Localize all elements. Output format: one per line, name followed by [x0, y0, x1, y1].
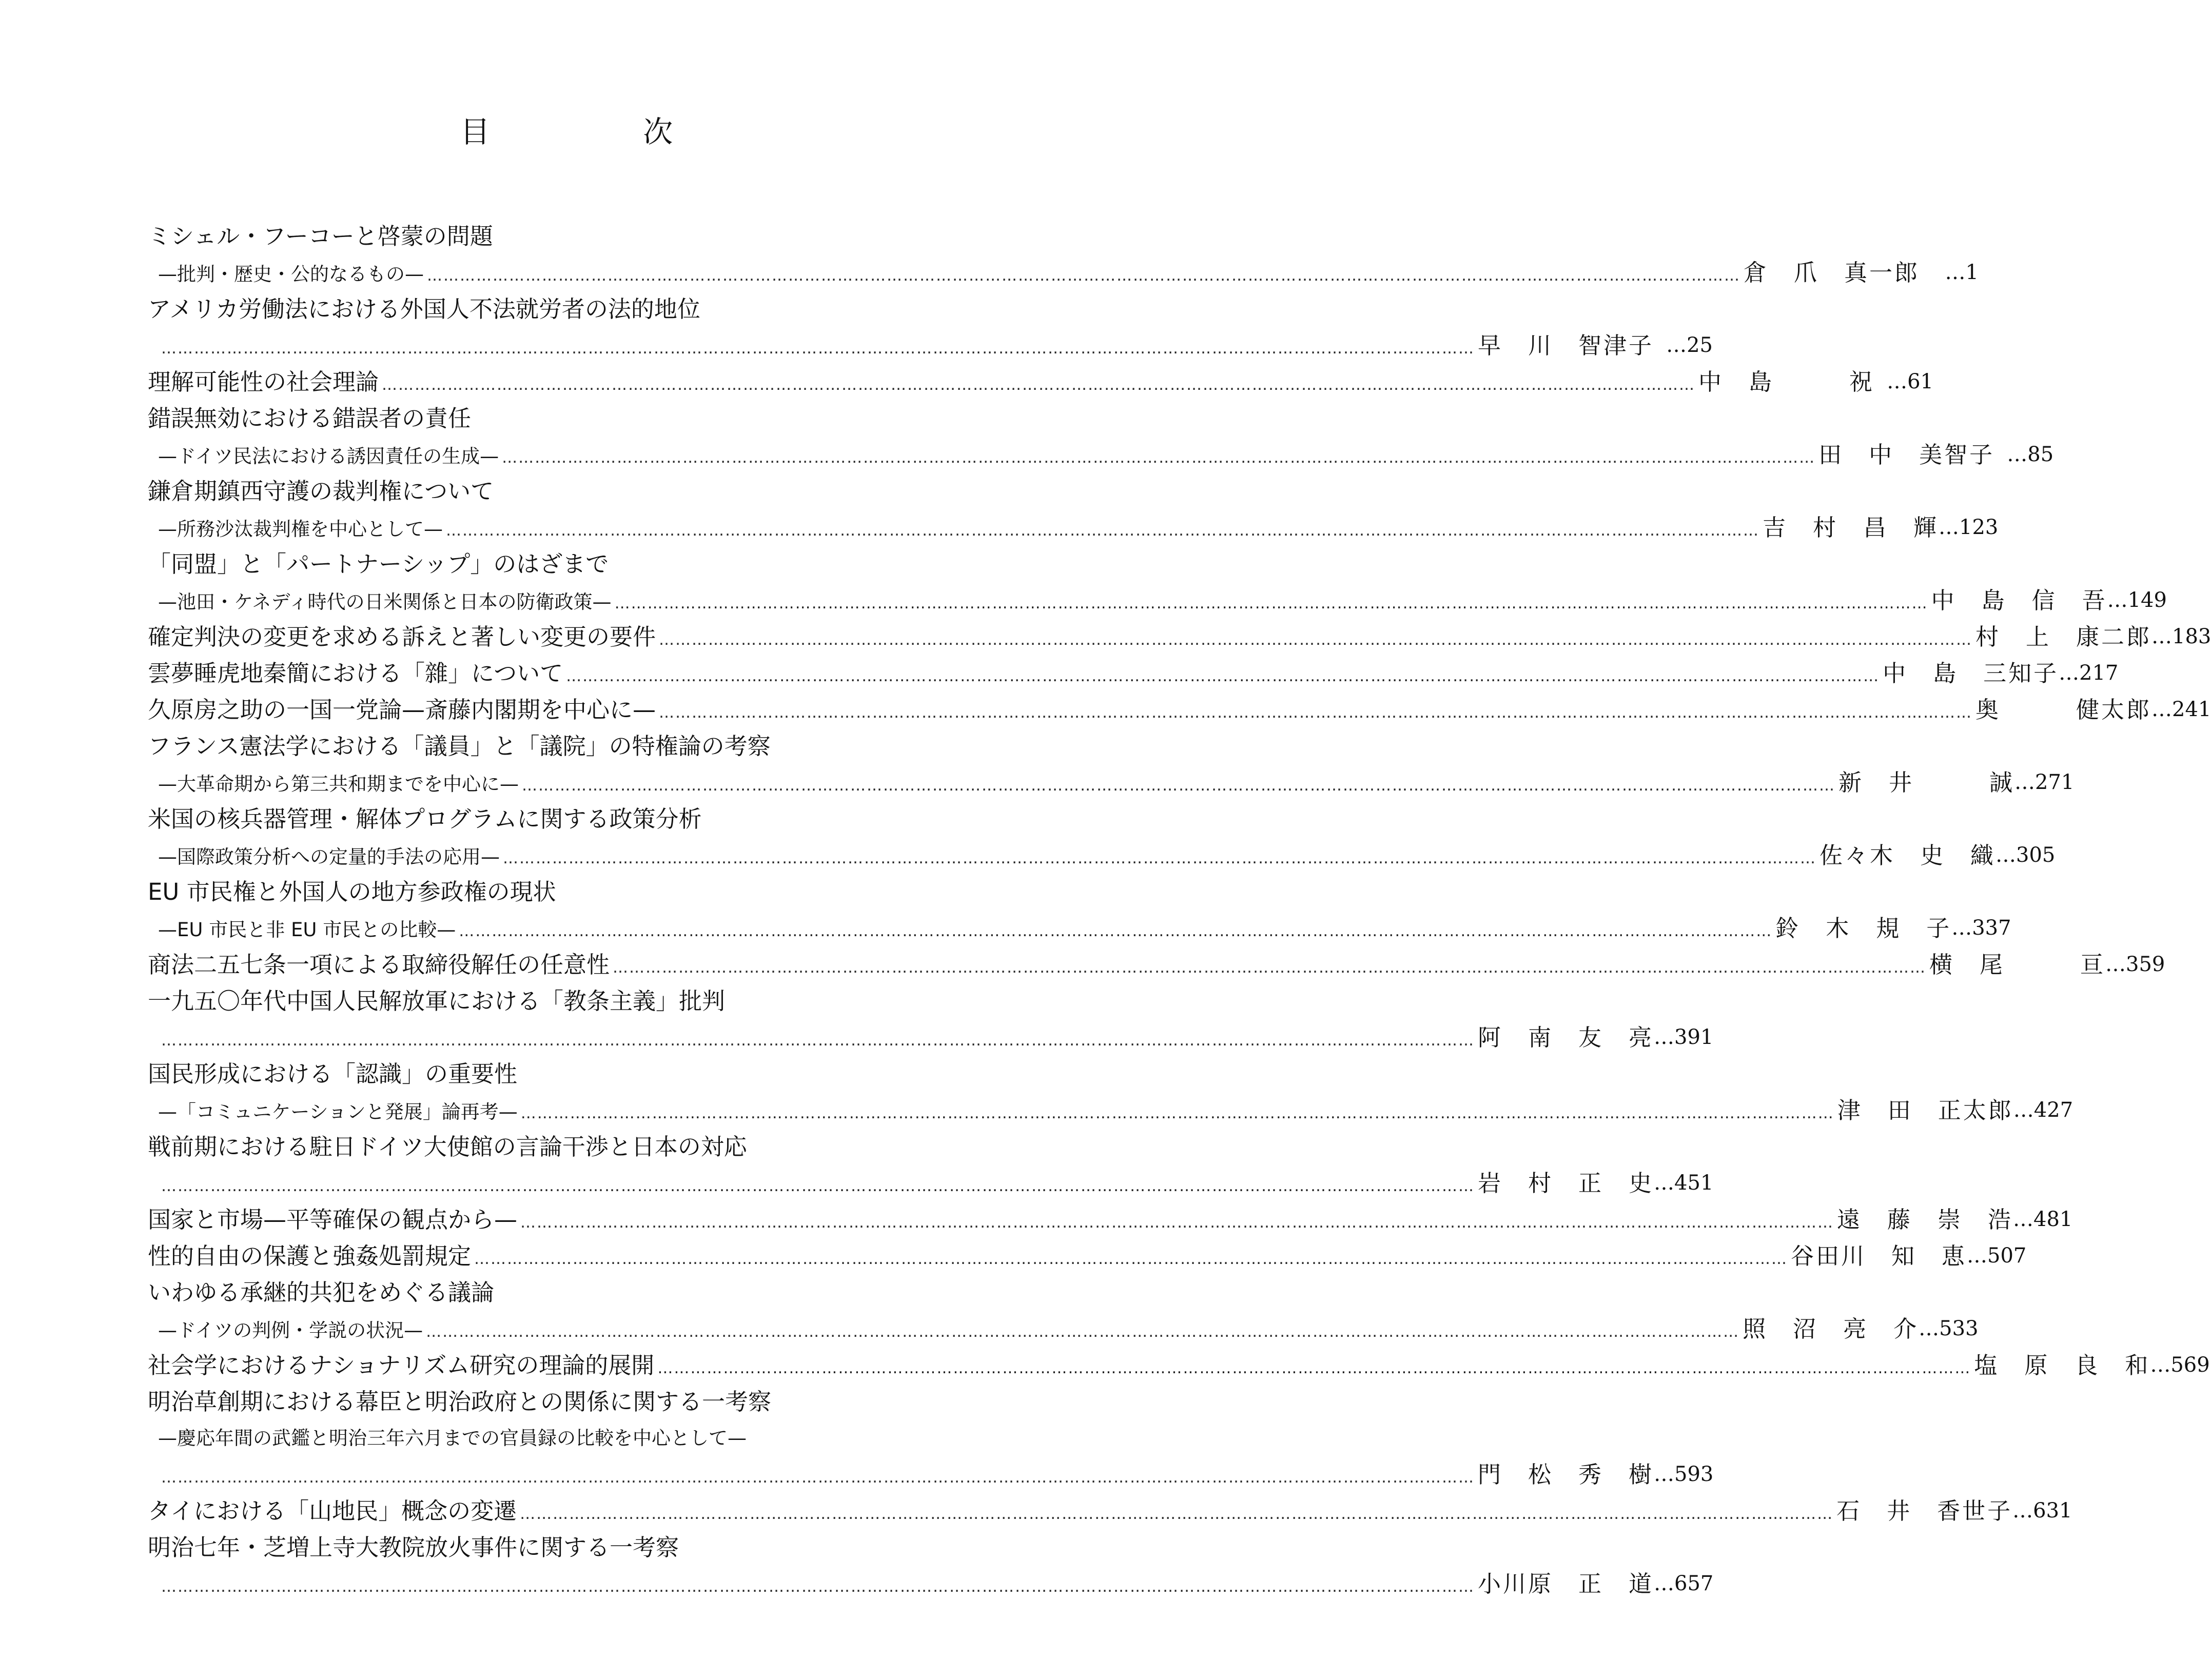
- entry-title: EU 市民権と外国人の地方参政権の現状: [148, 878, 556, 905]
- leader-dots: ……………………………………………………………………………………………………………………………………………………………………………………………………………………: [520, 1505, 1834, 1523]
- entry-author: 村 上 康二郎: [1975, 623, 2152, 650]
- entry-subtitle: —ドイツ民法における誘因責任の生成—: [158, 445, 499, 467]
- entry-page-number: …61: [1887, 370, 1934, 393]
- entry-page-number: …271: [2014, 770, 2075, 794]
- entry-title: 明治草創期における幕臣と明治政府との関係に関する一考察: [148, 1388, 772, 1415]
- leader-dots: ……………………………………………………………………………………………………………………………………………………………………………………………………………………: [520, 1104, 1834, 1122]
- entry-author-block: [1478, 327, 1713, 364]
- entry-author: 中 島 祝: [1698, 368, 1875, 396]
- entry-author-block: [1883, 655, 2118, 691]
- entry-title: 錯誤無効における錯誤者の責任: [148, 405, 472, 432]
- entry-author: 田 中 美智子: [1818, 441, 1995, 468]
- entry-author-block: [1975, 691, 2210, 728]
- entry-author: 門 松 秀 樹: [1478, 1461, 1654, 1488]
- entry-page-number: …183: [2151, 625, 2211, 648]
- leader-dots: ……………………………………………………………………………………………………………………………………………………………………………………………………………………: [426, 1323, 1740, 1341]
- entry-page-number: …451: [1654, 1171, 1714, 1195]
- entry-title: 理解可能性の社会理論: [148, 368, 379, 396]
- entry-author-block: [1743, 1311, 1978, 1347]
- toc-entry[interactable]: [148, 1201, 2073, 1238]
- entry-subtitle: —大革命期から第三共和期までを中心に—: [158, 773, 519, 795]
- toc-entry[interactable]: [148, 946, 2165, 983]
- table-of-contents: [148, 218, 2211, 1602]
- entry-author: 石 井 香世子: [1836, 1497, 2013, 1525]
- leader-dots: ……………………………………………………………………………………………………………………………………………………………………………………………………………………: [659, 704, 1973, 722]
- entry-title: 国家と市場—平等確保の観点から—: [148, 1206, 518, 1233]
- entry-page-number: …337: [1951, 916, 2011, 940]
- entry-page-number: …149: [2107, 588, 2167, 612]
- entry-title: 米国の核兵器管理・解体プログラムに関する政策分析: [148, 805, 702, 833]
- leader-dots: ……………………………………………………………………………………………………………………………………………………………………………………………………………………: [161, 1469, 1475, 1487]
- entry-author-block: [1744, 254, 1979, 291]
- entry-subtitle: —EU 市民と非 EU 市民との比較—: [158, 919, 456, 941]
- entry-page-number: …593: [1654, 1462, 1714, 1486]
- entry-author: 谷田川 知 恵: [1791, 1242, 1967, 1270]
- entry-author-block: [1837, 1092, 2072, 1129]
- entry-author: 津 田 正太郎: [1837, 1097, 2013, 1124]
- entry-subtitle: —ドイツの判例・学説の状況—: [158, 1319, 423, 1341]
- entry-author: 倉 爪 真一郎: [1744, 259, 1920, 286]
- toc-entry[interactable]: [148, 1347, 2210, 1383]
- entry-author-block: [1836, 1493, 2071, 1529]
- toc-entry[interactable]: [148, 1274, 1979, 1347]
- leader-dots: ……………………………………………………………………………………………………………………………………………………………………………………………………………………: [522, 777, 1835, 795]
- leader-dots: ……………………………………………………………………………………………………………………………………………………………………………………………………………………: [657, 1359, 1971, 1377]
- entry-author-block: [1791, 1238, 2026, 1274]
- leader-dots: ……………………………………………………………………………………………………………………………………………………………………………………………………………………: [502, 449, 1816, 467]
- entry-author-block: [1775, 910, 2010, 946]
- leader-dots: ……………………………………………………………………………………………………………………………………………………………………………………………………………………: [613, 959, 1927, 977]
- entry-author: 中 島 三知子: [1883, 660, 2059, 687]
- entry-title: 鎌倉期鎮西守護の裁判権について: [148, 478, 494, 505]
- entry-subtitle: —批判・歴史・公的なるもの—: [158, 263, 424, 285]
- entry-author: 中 島 信 吾: [1931, 587, 2107, 614]
- entry-page-number: …533: [1919, 1317, 1979, 1340]
- entry-author-block: [1478, 1165, 1713, 1201]
- entry-page-number: …507: [1967, 1244, 2027, 1268]
- leader-dots: ……………………………………………………………………………………………………………………………………………………………………………………………………………………: [459, 922, 1773, 940]
- entry-subtitle: —池田・ケネディ時代の日米関係と日本の防衛政策—: [158, 591, 612, 613]
- toc-entry[interactable]: [148, 655, 2119, 691]
- entry-title: アメリカ労働法における外国人不法就労者の法的地位: [148, 295, 700, 323]
- entry-subtitle: —国際政策分析への定量的手法の応用—: [158, 846, 500, 868]
- entry-subtitle: —慶応年間の武鑑と明治三年六月までの官員録の比較を中心として—: [158, 1427, 747, 1449]
- entry-title: 「同盟」と「パートナーシップ」のはざまで: [148, 550, 609, 578]
- entry-subtitle: —「コミュニケーションと発展」論再考—: [158, 1101, 518, 1123]
- entry-page-number: …305: [1995, 843, 2056, 867]
- entry-title: 国民形成における「認識」の重要性: [148, 1060, 518, 1088]
- entry-author: 遠 藤 崇 浩: [1837, 1206, 2013, 1233]
- entry-author-block: [1478, 1456, 1713, 1493]
- entry-author-block: [1837, 1201, 2072, 1238]
- toc-entry[interactable]: [148, 218, 1979, 291]
- entry-page-number: …217: [2059, 661, 2119, 685]
- leader-dots: ……………………………………………………………………………………………………………………………………………………………………………………………………………………: [503, 849, 1816, 867]
- entry-author: 小川原 正 道: [1478, 1570, 1654, 1597]
- entry-title: 確定判決の変更を求める訴えと著しい変更の要件: [148, 623, 656, 650]
- toc-entry[interactable]: [148, 691, 2211, 728]
- entry-author: 佐々木 史 織: [1819, 842, 1996, 869]
- toc-entry[interactable]: [148, 619, 2211, 655]
- entry-author-block: [1974, 1347, 2209, 1383]
- leader-dots: ……………………………………………………………………………………………………………………………………………………………………………………………………………………: [474, 1250, 1788, 1268]
- toc-entry[interactable]: [148, 400, 2054, 473]
- entry-author: 鈴 木 規 子: [1775, 915, 1952, 942]
- toc-entry[interactable]: [148, 1238, 2027, 1274]
- entry-title: いわゆる承継的共犯をめぐる議論: [148, 1279, 495, 1306]
- entry-subtitle: —所務沙汰裁判権を中心として—: [158, 518, 443, 540]
- entry-author-block: [1819, 837, 2055, 874]
- entry-author: 岩 村 正 史: [1478, 1170, 1654, 1197]
- entry-author: 奥 健太郎: [1975, 696, 2152, 723]
- toc-entry[interactable]: [148, 546, 2167, 619]
- toc-entry[interactable]: [148, 874, 2011, 946]
- leader-dots: ……………………………………………………………………………………………………………………………………………………………………………………………………………………: [659, 631, 1973, 649]
- toc-entry[interactable]: [148, 473, 1999, 546]
- entry-page-number: …25: [1666, 333, 1713, 357]
- entry-title: ミシェル・フーコーと啓蒙の問題: [148, 223, 493, 250]
- entry-page-number: …427: [2013, 1098, 2073, 1122]
- entry-author-block: [1931, 582, 2166, 619]
- entry-author-block: [1975, 619, 2210, 655]
- toc-entry[interactable]: [148, 291, 1713, 364]
- leader-dots: ……………………………………………………………………………………………………………………………………………………………………………………………………………………: [427, 267, 1740, 285]
- leader-dots: ……………………………………………………………………………………………………………………………………………………………………………………………………………………: [161, 1578, 1475, 1596]
- entry-author-block: [1478, 1566, 1713, 1602]
- toc-entry[interactable]: [148, 1529, 1714, 1602]
- entry-title: 性的自由の保護と強姦処罰規定: [148, 1242, 472, 1270]
- entry-author: 新 井 誠: [1838, 769, 2015, 796]
- entry-page-number: …631: [2012, 1499, 2072, 1523]
- entry-title: タイにおける「山地民」概念の変遷: [148, 1497, 517, 1525]
- entry-author: 吉 村 昌 輝: [1763, 514, 1939, 541]
- entry-page-number: …481: [2013, 1208, 2073, 1231]
- entry-page-number: …657: [1654, 1572, 1714, 1595]
- toc-entry[interactable]: [148, 1383, 1714, 1493]
- entry-title: 戦前期における駐日ドイツ大使館の言論干渉と日本の対応: [148, 1133, 747, 1160]
- entry-page-number: …359: [2105, 953, 2165, 976]
- entry-page-number: …241: [2151, 698, 2211, 721]
- entry-author: 横 尾 亘: [1929, 951, 2106, 978]
- leader-dots: ……………………………………………………………………………………………………………………………………………………………………………………………………………………: [446, 522, 1759, 540]
- entry-page-number: …123: [1939, 516, 1999, 539]
- toc-entry[interactable]: [148, 983, 1714, 1056]
- entry-page-number: …569: [2150, 1353, 2210, 1377]
- entry-title: 一九五〇年代中国人民解放軍における「教条主義」批判: [148, 987, 726, 1015]
- entry-page-number: …85: [2007, 443, 2054, 466]
- entry-page-number: …1: [1945, 261, 1979, 284]
- page-title: 目 次: [460, 114, 745, 149]
- entry-title: 明治七年・芝増上寺大教院放火事件に関する一考察: [148, 1534, 679, 1561]
- leader-dots: ……………………………………………………………………………………………………………………………………………………………………………………………………………………: [161, 1177, 1475, 1195]
- entry-author: 阿 南 友 亮: [1478, 1024, 1654, 1051]
- entry-author-block: [1478, 1019, 1713, 1056]
- entry-title: 雲夢睡虎地秦簡における「雜」について: [148, 660, 563, 687]
- leader-dots: ……………………………………………………………………………………………………………………………………………………………………………………………………………………: [614, 595, 1928, 612]
- entry-author-block: [1818, 437, 2053, 473]
- entry-author: 照 沼 亮 介: [1743, 1315, 1919, 1342]
- entry-author-block: [1838, 764, 2073, 801]
- leader-dots: ……………………………………………………………………………………………………………………………………………………………………………………………………………………: [382, 376, 1696, 394]
- toc-entry[interactable]: [148, 1129, 1714, 1201]
- entry-title: 社会学におけるナショナリズム研究の理論的展開: [148, 1352, 655, 1379]
- leader-dots: ……………………………………………………………………………………………………………………………………………………………………………………………………………………: [161, 1032, 1475, 1050]
- toc-entry[interactable]: [148, 364, 1934, 400]
- entry-author-block: [1929, 946, 2164, 983]
- entry-page-number: …391: [1654, 1025, 1714, 1049]
- entry-author-block: [1763, 509, 1998, 546]
- entry-title: フランス憲法学における「議員」と「議院」の特権論の考察: [148, 733, 771, 760]
- leader-dots: ……………………………………………………………………………………………………………………………………………………………………………………………………………………: [566, 667, 1880, 685]
- entry-title: 久原房之助の一国一党論—斎藤内閣期を中心に—: [148, 696, 656, 723]
- entry-author-block: [1698, 364, 1933, 400]
- toc-entry[interactable]: [148, 1056, 2073, 1129]
- leader-dots: ……………………………………………………………………………………………………………………………………………………………………………………………………………………: [161, 340, 1475, 358]
- toc-entry[interactable]: [148, 1493, 2072, 1529]
- toc-entry[interactable]: [148, 728, 2075, 801]
- toc-entry[interactable]: [148, 801, 2056, 874]
- leader-dots: ……………………………………………………………………………………………………………………………………………………………………………………………………………………: [520, 1214, 1834, 1232]
- entry-title: 商法二五七条一項による取締役解任の任意性: [148, 951, 610, 978]
- entry-author: 早 川 智津子: [1478, 332, 1654, 359]
- entry-author: 塩 原 良 和: [1974, 1352, 2150, 1379]
